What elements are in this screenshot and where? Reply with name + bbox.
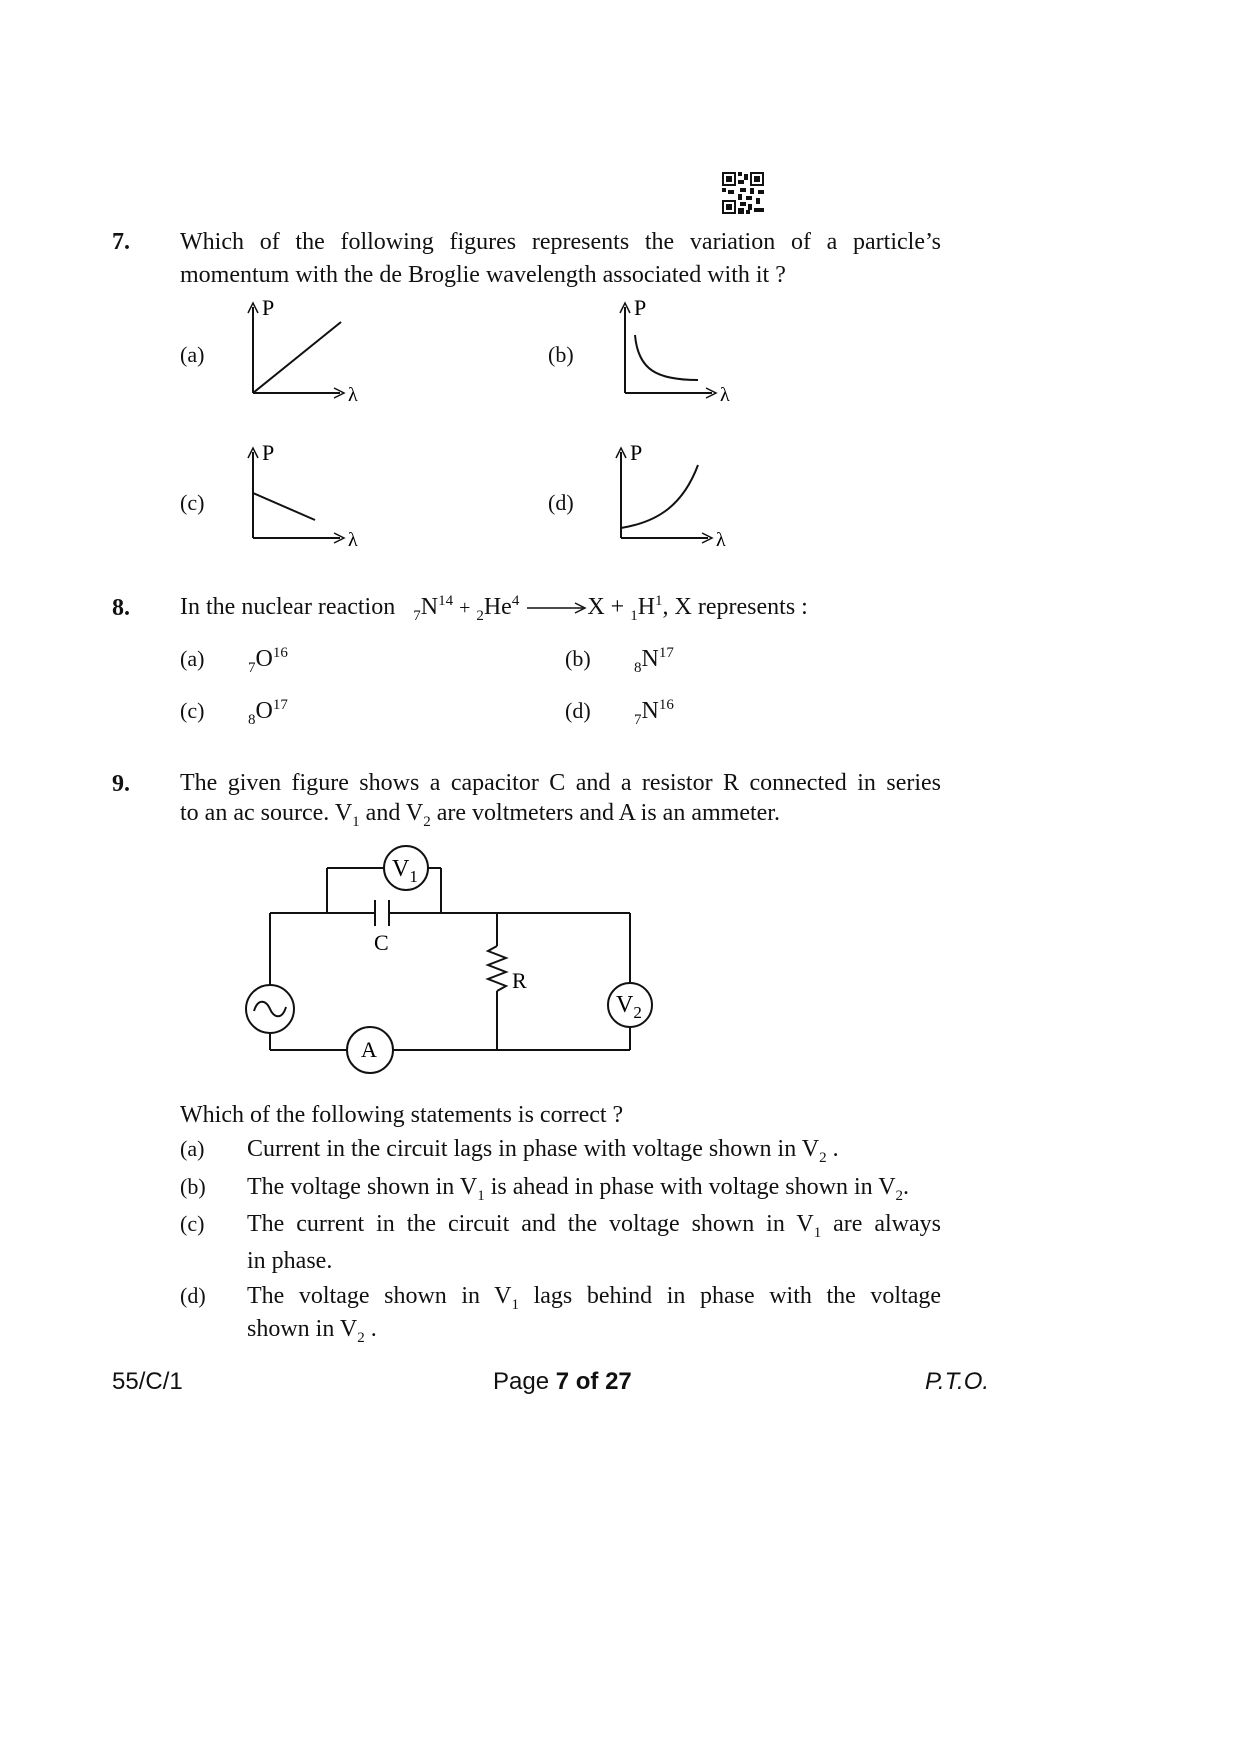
question-8-reaction bbox=[180, 590, 808, 625]
q9-option-d-text: The voltage shown in $V_1$ lags behind in phase with the voltage bbox=[247, 1283, 941, 1313]
reaction-arrow bbox=[525, 601, 587, 615]
q7-option-b-label: (b) bbox=[548, 342, 574, 367]
q8-option-b-label: (b) bbox=[565, 646, 591, 671]
q9-option-d-label: (d) bbox=[180, 1283, 206, 1308]
graph-a bbox=[240, 295, 370, 405]
q9-option-c-label: (c) bbox=[180, 1211, 205, 1236]
question-9-line-2: to an ac source. $V_1$ and $V_2$ are voltmeters and A is an ammeter. bbox=[180, 800, 780, 830]
curve-a bbox=[253, 322, 341, 393]
q7-option-d-label: (d) bbox=[548, 490, 574, 515]
reaction-intro: In the nuclear reaction bbox=[180, 594, 396, 620]
capacitor-label: C bbox=[374, 930, 389, 955]
y-axis-label: P bbox=[630, 440, 643, 465]
question-9-line-1: The given figure shows a capacitor C and a resistor R connected in series bbox=[180, 770, 941, 796]
plus-sign: + bbox=[459, 597, 471, 619]
q9-option-c-line-2: in phase. bbox=[247, 1248, 333, 1274]
graph-b bbox=[612, 295, 742, 405]
x-axis-label: λ bbox=[716, 529, 726, 550]
v2-label: $V_2$ bbox=[616, 992, 642, 1022]
graph-c bbox=[240, 440, 370, 550]
q8-option-d-value: $_7N^{16}$ bbox=[634, 697, 674, 728]
he4-sup: 4 bbox=[511, 593, 520, 609]
pto-label: P.T.O. bbox=[925, 1368, 990, 1395]
q9-option-b-text: The voltage shown in $V_1$ is ahead in phase with voltage shown in $V_2$. bbox=[247, 1174, 910, 1204]
circuit-diagram bbox=[240, 838, 670, 1078]
y-axis-label: P bbox=[262, 295, 275, 320]
x-axis-label: λ bbox=[720, 384, 730, 405]
n14-symbol: N bbox=[420, 594, 439, 620]
paper-code: 55/C/1 bbox=[112, 1368, 183, 1395]
q8-option-c-value: $_8O^{17}$ bbox=[248, 697, 288, 728]
q8-option-a-value: $_7O^{16}$ bbox=[248, 645, 288, 676]
n14-sub: 7 bbox=[413, 607, 421, 624]
product-x: X + bbox=[587, 594, 625, 620]
q9-option-b-label: (b) bbox=[180, 1174, 206, 1199]
question-9-prompt: Which of the following statements is correct ? bbox=[180, 1102, 624, 1128]
curve-d bbox=[621, 465, 698, 528]
graph-d bbox=[608, 440, 738, 550]
q9-option-a-text: Current in the circuit lags in phase with voltage shown in $V_2$ . bbox=[247, 1136, 839, 1166]
resistor-symbol bbox=[488, 946, 506, 991]
page-indicator: Page 7 of 27 bbox=[493, 1368, 632, 1395]
q7-option-a-label: (a) bbox=[180, 342, 205, 367]
he4-sub: 2 bbox=[476, 607, 484, 624]
q8-option-d-label: (d) bbox=[565, 698, 591, 723]
q9-option-c-text: The current in the circuit and the voltage shown in $V_1$ are always bbox=[247, 1211, 941, 1241]
y-axis-label: P bbox=[262, 440, 275, 465]
resistor-label: R bbox=[512, 968, 527, 993]
qr-code bbox=[722, 172, 764, 214]
ammeter-label: A bbox=[361, 1037, 377, 1062]
question-number-8: 8. bbox=[112, 595, 130, 621]
x-axis-label: λ bbox=[348, 384, 358, 405]
h1-symbol: H bbox=[637, 594, 656, 620]
h1-sub: 1 bbox=[630, 607, 638, 624]
n14-sup: 14 bbox=[438, 593, 454, 609]
q7-option-c-label: (c) bbox=[180, 490, 205, 515]
x-axis-label: λ bbox=[348, 529, 358, 550]
q8-option-c-label: (c) bbox=[180, 698, 205, 723]
curve-c bbox=[253, 493, 315, 520]
curve-b bbox=[635, 335, 698, 380]
q8-option-b-value: $_8N^{17}$ bbox=[634, 645, 674, 676]
q9-option-a-label: (a) bbox=[180, 1136, 205, 1161]
h1-sup: 1 bbox=[655, 593, 663, 609]
reaction-tail: , X represents : bbox=[662, 594, 808, 620]
he4-symbol: He bbox=[483, 594, 512, 620]
y-axis-label: P bbox=[634, 295, 647, 320]
question-7-line-2: momentum with the de Broglie wavelength associated with it ? bbox=[180, 262, 786, 288]
question-number-9: 9. bbox=[112, 771, 130, 797]
question-7-line-1: Which of the following figures represents the variation of a particle’s bbox=[180, 229, 941, 255]
q9-option-d-line-2: shown in $V_2$ . bbox=[247, 1316, 377, 1346]
question-number-7: 7. bbox=[112, 229, 130, 255]
v1-label: $V_1$ bbox=[392, 856, 418, 886]
q8-option-a-label: (a) bbox=[180, 646, 205, 671]
